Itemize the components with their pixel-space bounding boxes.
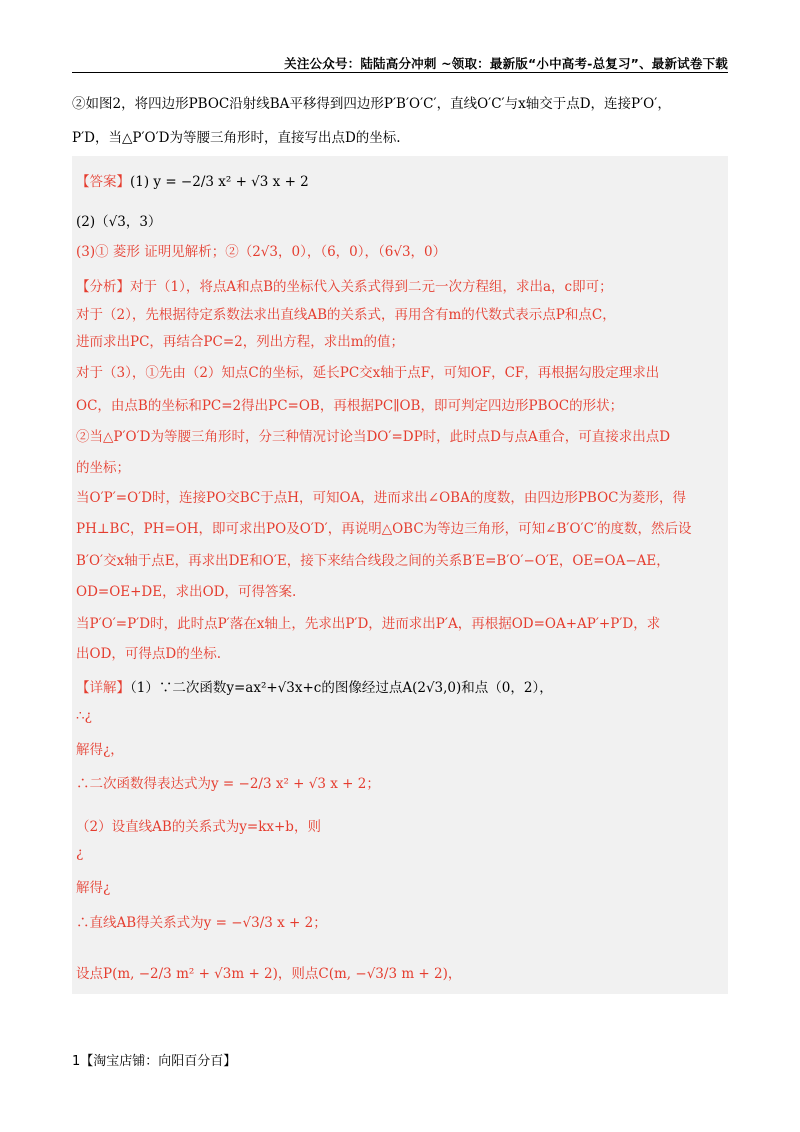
answer-line-1 bbox=[76, 170, 724, 190]
detail-line-8: ∴直线AB得关系式为y = −√3/3 x + 2； bbox=[76, 915, 327, 931]
analysis-label: 【分析】 bbox=[76, 279, 130, 295]
answer-part-2: (2)（√3，3） bbox=[76, 214, 162, 230]
analysis-line-6: ②当△P′O′D为等腰三角形时，分三种情况讨论当DO′=DP时，此时点D与点A重合，可直接求出点D bbox=[76, 429, 671, 445]
analysis-line-9: PH⊥BC，PH=OH，即可求出PO及O′D′，再说明△OBC为等边三角形，可知∠B′O′C′的度数，然后设 bbox=[76, 521, 692, 537]
page-footer: 1【淘宝店铺：向阳百分百】 bbox=[72, 1054, 237, 1069]
detail-line-4: ∴二次函数得表达式为y = −2/3 x² + √3 x + 2； bbox=[76, 776, 380, 792]
problem-line-2: P′D，当△P′O′D为等腰三角形时，直接写出点D的坐标. bbox=[72, 130, 401, 146]
analysis-line-10: B′O′交x轴于点E，再求出DE和O′E，接下来结合线段之间的关系B′E=B′O′−O′E，OE=OA−AE， bbox=[76, 553, 670, 569]
analysis-line-11: OD=OE+DE，求出OD，可得答案. bbox=[76, 584, 297, 600]
analysis-line-3: 进而求出PC，再结合PC=2，列出方程，求出m的值； bbox=[76, 334, 405, 350]
answer-part-1: (1) y = −2/3 x² + √3 x + 2 bbox=[130, 174, 309, 190]
detail-line-3: 解得¿， bbox=[76, 742, 124, 758]
detail-line-1 bbox=[76, 676, 724, 696]
analysis-text-1: 对于（1），将点A和点B的坐标代入关系式得到二元一次方程组，求出a，c即可； bbox=[130, 279, 613, 295]
analysis-line-2: 对于（2），先根据待定系数法求出直线AB的关系式，再用含有m的代数式表示点P和点C， bbox=[76, 307, 616, 323]
analysis-line-8: 当O′P′=O′D时，连接PO交BC于点H，可知OA，进而求出∠OBA的度数，由四边形PBOC为菱形，得 bbox=[76, 490, 686, 506]
answer-label: 【答案】 bbox=[76, 174, 130, 190]
detail-label: 【详解】 bbox=[76, 680, 130, 696]
detail-line-6: ¿ bbox=[76, 845, 84, 861]
detail-line-7: 解得¿ bbox=[76, 880, 111, 896]
detail-line-9: 设点P(m, −2/3 m² + √3m + 2)，则点C(m, −√3/3 m + 2)， bbox=[76, 966, 462, 982]
analysis-line-7: 的坐标； bbox=[76, 460, 130, 476]
detail-text-1: （1）∵二次函数y=ax²+√3x+c的图像经过点A(2√3,0)和点（0，2）， bbox=[130, 680, 553, 696]
analysis-line-12: 当P′O′=P′D时，此时点P′落在x轴上，先求出P′D，进而求出P′A，再根据OD=OA+AP′+P′D，求 bbox=[76, 616, 661, 632]
analysis-line-4: 对于（3），①先由（2）知点C的坐标，延长PC交x轴于点F，可知OF，CF，再根据勾股定理求出 bbox=[76, 365, 660, 381]
detail-line-5: （2）设直线AB的关系式为y=kx+b，则 bbox=[76, 819, 321, 835]
header-divider bbox=[72, 72, 728, 73]
analysis-line-13: 出OD，可得点D的坐标. bbox=[76, 646, 222, 662]
analysis-line-1 bbox=[76, 275, 724, 295]
problem-line-1: ②如图2，将四边形PBOC沿射线BA平移得到四边形P′B′O′C′，直线O′C′与x轴交于点D，连接P′O′， bbox=[72, 96, 671, 112]
answer-part-3: (3)① 菱形 证明见解析；②（2√3，0），（6，0），（6√3，0） bbox=[76, 244, 447, 260]
analysis-line-5: OC，由点B的坐标和PC=2得出PC=OB，再根据PC∥OB，即可判定四边形PBOC的形状； bbox=[76, 398, 624, 414]
detail-line-2: ∴¿ bbox=[76, 708, 92, 724]
page-header: 关注公众号：陆陆高分冲刺 ~领取：最新版“小中高考-总复习”、最新试卷下载 bbox=[284, 56, 728, 71]
